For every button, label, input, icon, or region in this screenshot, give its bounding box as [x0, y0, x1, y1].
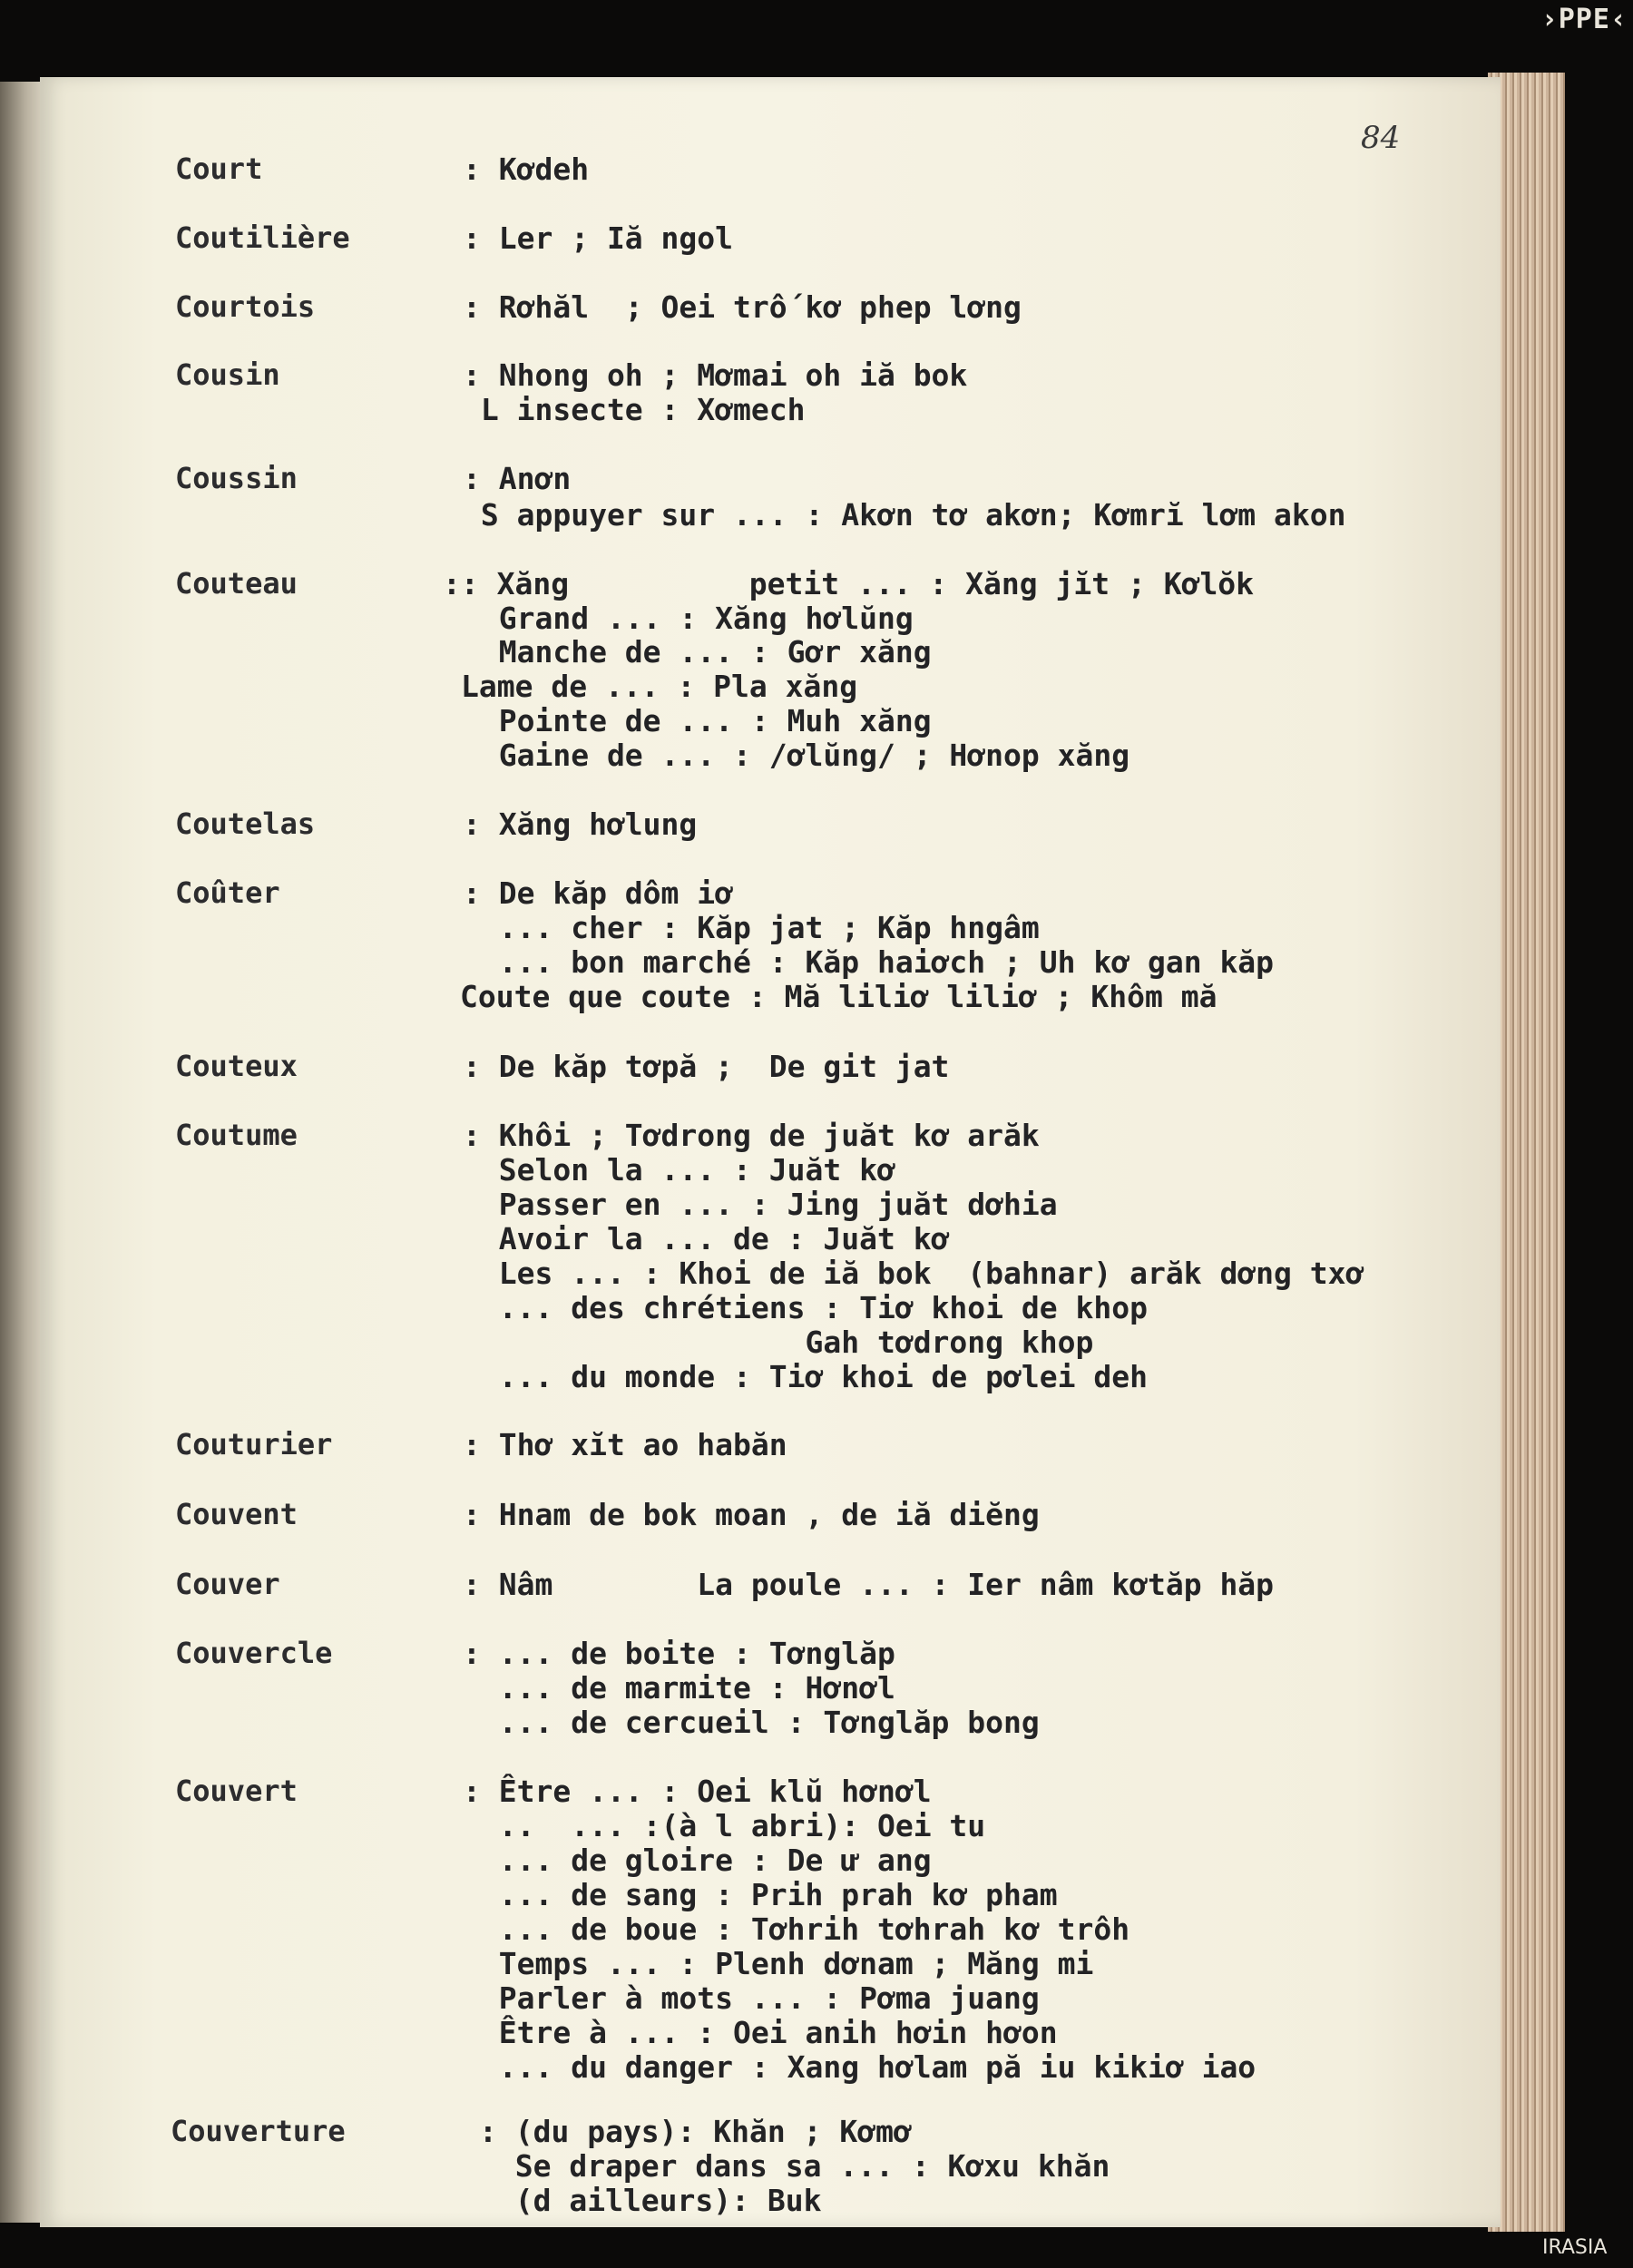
definition-line: Avoir la ... de : Juăt kơ: [463, 1221, 950, 1256]
definition-line: ... cher : Kăp jat ; Kăp hngâm: [463, 910, 1040, 945]
definition-line: Se draper dans sa ... : Kơxu khăn: [479, 2148, 1110, 2184]
headword: Couver: [175, 1567, 280, 1601]
definition-line: : Être ... : Oei klŭ hơnơl: [463, 1774, 932, 1809]
watermark-label: IRASIA: [1542, 2236, 1608, 2259]
headword: Coutume: [175, 1118, 298, 1152]
headword: Coûter: [175, 875, 280, 910]
headword: Couvent: [175, 1497, 298, 1531]
definition-line: S appuyer sur ... : Akơn tơ akơn; Kơmrĭ lơm akon: [463, 497, 1346, 533]
definition-line: Être à ... : Oei anih hơin hơon: [463, 2015, 1058, 2050]
definition-line: ... du monde : Tiơ khoi de pơlei deh: [463, 1359, 1148, 1394]
definition-line: : (du pays): Khăn ; Kơmơ: [479, 2114, 912, 2149]
definition-line: : ... de boite : Tơnglăp: [463, 1636, 895, 1671]
definition-line: L insecte : Xơmech: [463, 392, 806, 427]
headword: Cousin: [175, 357, 280, 392]
definition-line: Coute que coute : Mă liliơ liliơ ; Khôm mă: [460, 979, 1217, 1014]
headword: Coussin: [175, 461, 298, 495]
definition-line: : Xăng hơlung: [463, 807, 698, 842]
headword: Coutelas: [175, 807, 316, 841]
definition-line: : Khôi ; Tơdrong de juăt kơ arăk: [463, 1118, 1040, 1153]
headword: Court: [175, 152, 263, 186]
headword: Couverture: [171, 2114, 346, 2148]
definition-line: Temps ... : Plenh dơnam ; Măng mi: [463, 1946, 1094, 1981]
definition-line: : Hnam de bok moan , de iă diĕng: [463, 1497, 1040, 1532]
definition-line: ... bon marché : Kăp haiơch ; Uh kơ gan kăp: [463, 944, 1275, 980]
definition-line: : De kăp dôm iơ: [463, 875, 734, 911]
headword: Couvercle: [175, 1636, 333, 1670]
definition-line: Selon la ... : Juăt kơ: [463, 1152, 895, 1188]
headword: Couvert: [175, 1774, 298, 1808]
definition-line: Gah tơdrong khop: [463, 1325, 1094, 1360]
definition-line: Les ... : Khoi de iă bok (bahnar) arăk dơng txơ: [463, 1256, 1364, 1291]
definition-line: Parler à mots ... : Pơma juang: [463, 1980, 1040, 2016]
definition-line: ... de cercueil : Tơnglăp bong: [463, 1705, 1040, 1740]
headword: Couturier: [175, 1427, 333, 1461]
definition-line: Passer en ... : Jing juăt dơhia: [463, 1187, 1058, 1222]
definition-line: : Anơn: [463, 461, 572, 496]
definition-line: Manche de ... : Gơr xăng: [463, 634, 932, 670]
definition-line: :: Xăng petit ... : Xăng jĭt ; Kơlŏk: [443, 566, 1255, 601]
definition-line: ... de gloire : De ư ang: [463, 1843, 932, 1878]
definition-line: Pointe de ... : Muh xăng: [463, 703, 932, 738]
definition-line: : Rơhăl ; Oei trố kơ phep lơng: [463, 289, 1022, 325]
page-number: 84: [1361, 120, 1401, 156]
corner-label: ›PPE‹: [1540, 4, 1628, 35]
definition-line: .. ... :(à l abri): Oei tu: [463, 1808, 986, 1843]
definition-line: ... de sang : Prih prah kơ pham: [463, 1877, 1058, 1912]
headword: Couteau: [175, 566, 298, 601]
definition-line: ... des chrétiens : Tiơ khoi de khop: [463, 1290, 1148, 1325]
definition-line: (d ailleurs): Buk: [479, 2183, 822, 2218]
definition-line: ... de marmite : Hơnơl: [463, 1670, 895, 1706]
definition-line: Grand ... : Xăng hơlŭng: [463, 601, 914, 636]
definition-line: : Nâm La poule ... : Ier nâm kơtăp hăp: [463, 1567, 1275, 1602]
headword: Couteux: [175, 1049, 298, 1083]
definition-line: : De kăp tơpă ; De git jat: [463, 1049, 950, 1084]
definition-line: : Thơ xĭt ao habăn: [463, 1427, 787, 1462]
headword: Courtois: [175, 289, 316, 324]
definition-line: : Kơdeh: [463, 152, 590, 187]
definition-line: : Ler ; Iă ngol: [463, 220, 734, 256]
definition-line: ... du danger : Xang hơlam pă iu kikiơ iao: [463, 2049, 1257, 2085]
definition-line: Lame de ... : Pla xăng: [461, 669, 858, 704]
definition-line: ... de boue : Tơhrih tơhrah kơ trôh: [463, 1911, 1130, 1947]
definition-line: : Nhong oh ; Mơmai oh iă bok: [463, 357, 968, 393]
definition-line: Gaine de ... : /ơlŭng/ ; Hơnop xăng: [463, 738, 1130, 773]
headword: Coutilière: [175, 220, 350, 255]
